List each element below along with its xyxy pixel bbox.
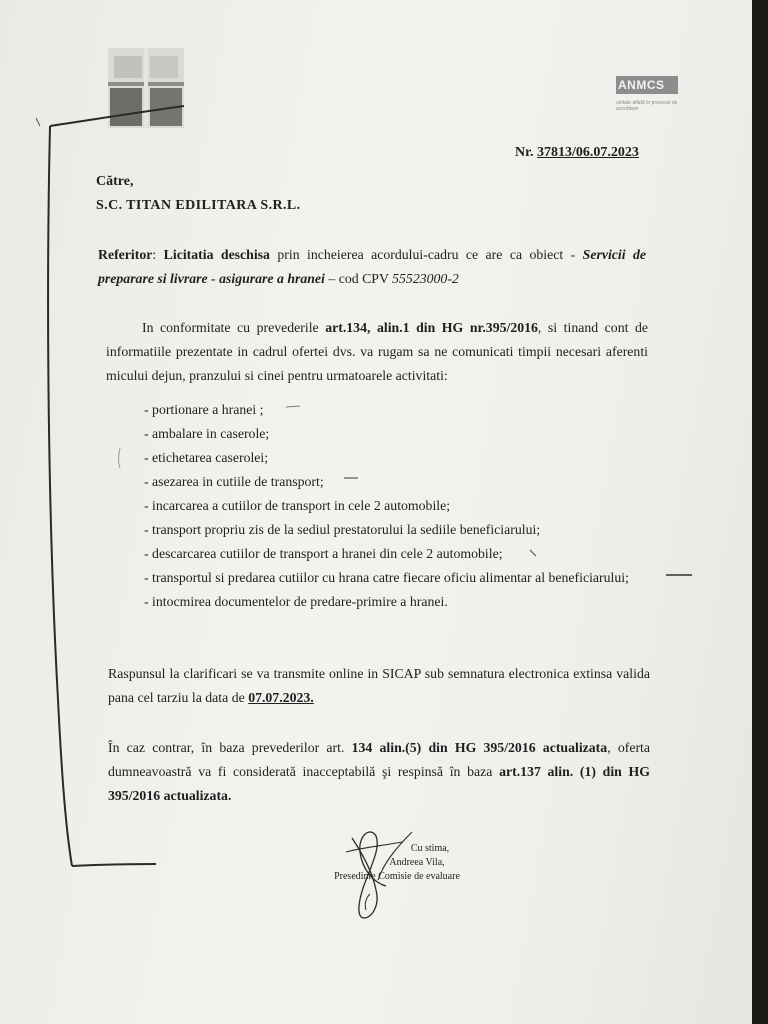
list-item: - portionare a hranei ; bbox=[144, 402, 264, 417]
deadline-date: 07.07.2023. bbox=[248, 690, 314, 705]
signatory-name: Andreea Vila, bbox=[389, 857, 445, 868]
p3-law-reference-2: art.137 alin. (1) din HG 395/2016 actualizata. bbox=[108, 764, 650, 803]
list-item: - ambalare in caserole; bbox=[144, 426, 270, 441]
cpv-code: 55523000-2 bbox=[392, 271, 459, 286]
p3-a: În caz contrar, în baza prevederilor art. bbox=[108, 740, 352, 755]
list-item: - asezarea in cutiile de transport; bbox=[144, 474, 324, 489]
reference-text-1: prin incheierea acordului-cadru ce are ca obiect - bbox=[269, 247, 583, 262]
reference-label: Referitor bbox=[98, 247, 153, 262]
p1-law-reference: art.134, alin.1 din HG nr.395/2016 bbox=[325, 320, 538, 335]
logo-subtitle: unitate aflată în procesul de acreditare bbox=[616, 100, 678, 112]
p3-law-reference: 134 alin.(5) din HG 395/2016 actualizata bbox=[351, 740, 608, 755]
signatory-title: Presedinte Comisie de evaluare bbox=[334, 871, 460, 882]
number-value: 37813/06.07.2023 bbox=[537, 145, 639, 160]
list-item: - intocmirea documentelor de predare-primire a hranei. bbox=[144, 594, 448, 609]
p2-text: Raspunsul la clarificari se va transmite online in SICAP sub semnatura electronica extinsa valida pana cel tarziu la data de bbox=[108, 666, 650, 705]
signature-scribble bbox=[352, 832, 386, 918]
addressee-company: S.C. TITAN EDILITARA S.R.L. bbox=[96, 198, 301, 213]
list-item: - etichetarea caserolei; bbox=[144, 450, 269, 465]
list-item: - incarcarea a cutiilor de transport in cele 2 automobile; bbox=[144, 498, 451, 513]
list-item: - transport propriu zis de la sediul prestatorului la sediile beneficiarului; bbox=[144, 522, 541, 537]
procedure-type: Licitatia deschisa bbox=[163, 247, 270, 262]
anmcs-logo: ANMCS bbox=[616, 76, 678, 94]
dark-background-edge bbox=[752, 0, 768, 1024]
list-item: - transportul si predarea cutiilor cu hrana catre fiecare oficiu alimentar al beneficiarului; bbox=[144, 570, 629, 585]
reference-text-2: – cod CPV bbox=[324, 271, 393, 286]
p1-start: In conformitate cu prevederile bbox=[142, 320, 326, 335]
reference-colon: : bbox=[152, 247, 157, 262]
number-label: Nr. bbox=[515, 145, 534, 160]
list-item: - descarcarea cutiilor de transport a hranei din cele 2 automobile; bbox=[144, 546, 503, 561]
closing-line: Cu stima, bbox=[410, 843, 450, 854]
p1-rest: , si tinand cont de informatiile prezentate in cadrul ofertei dvs. va rugam sa ne comunicati timpii necesari aferenti micului dejun, pranzului si cinei pentru urmatoarele activitati: bbox=[106, 320, 648, 383]
contract-object: Servicii de preparare si livrare - asigurare a hranei bbox=[98, 247, 647, 286]
p3-c: , oferta dumneavoastră va fi considerată inacceptabilă şi respinsă în baza bbox=[108, 740, 650, 779]
addressee-label: Către, bbox=[96, 174, 134, 189]
